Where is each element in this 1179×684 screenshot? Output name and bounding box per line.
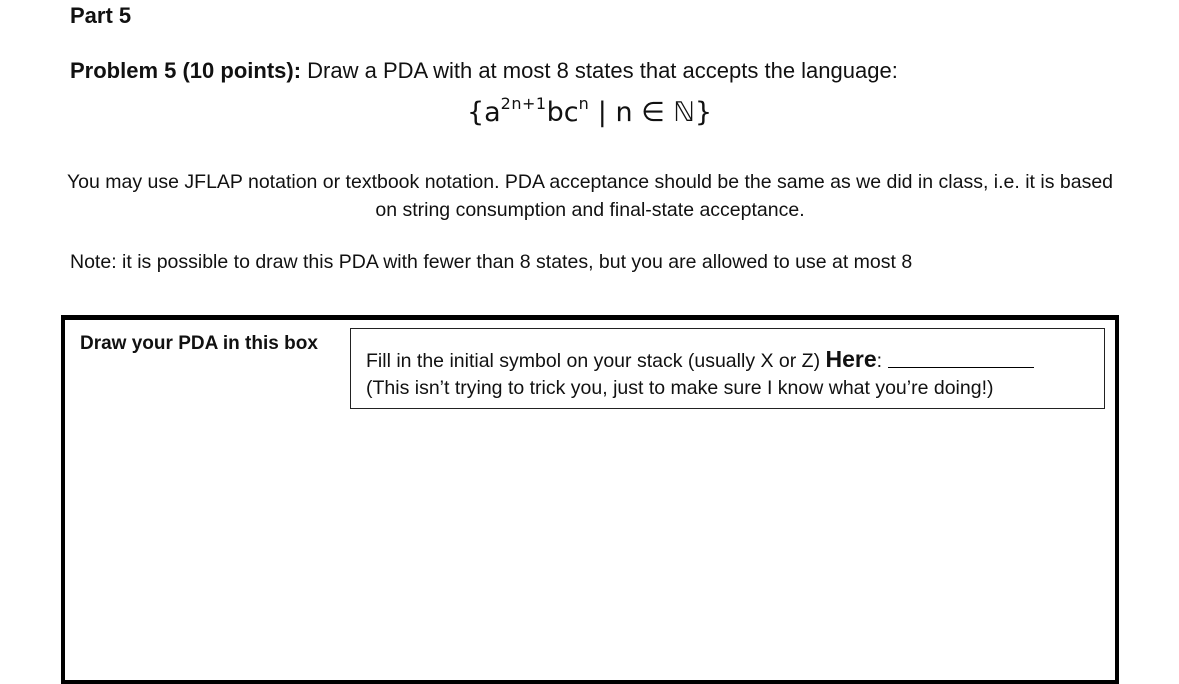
initial-stack-symbol-blank[interactable] xyxy=(888,349,1034,368)
here-colon: : xyxy=(876,350,883,372)
drawing-box-label: Draw your PDA in this box xyxy=(80,333,318,354)
note-text: Note: it is possible to draw this PDA with fewer than 8 states, but you are allowed to use at most 8 xyxy=(70,251,913,273)
language-definition xyxy=(0,94,1179,128)
problem-statement xyxy=(70,58,898,84)
initial-stack-symbol-box xyxy=(350,328,1105,409)
problem-text: Draw a PDA with at most 8 states that accepts the language: xyxy=(301,58,898,83)
language-condition: | n ∈ ℕ} xyxy=(589,97,713,128)
problem-label: Problem 5 (10 points): xyxy=(70,58,302,83)
language-middle: bc xyxy=(546,97,579,128)
here-label: Here xyxy=(825,346,877,372)
language-exponent-c: n xyxy=(578,94,590,113)
stack-note: (This isn’t trying to trick you, just to make sure I know what you’re doing!) xyxy=(366,377,994,399)
language-exponent-a: 2n+1 xyxy=(500,94,547,113)
part-heading: Part 5 xyxy=(70,3,132,28)
stack-prompt-line xyxy=(366,346,1034,373)
language-open: {a xyxy=(466,97,501,128)
instructions-text: You may use JFLAP notation or textbook notation. PDA acceptance should be the same as we did in class, i.e. it is based on string consumption and final-state acceptance. xyxy=(66,171,1114,221)
stack-prompt-text: Fill in the initial symbol on your stack (usually X or Z) xyxy=(366,350,826,372)
pda-drawing-box[interactable] xyxy=(61,315,1119,684)
